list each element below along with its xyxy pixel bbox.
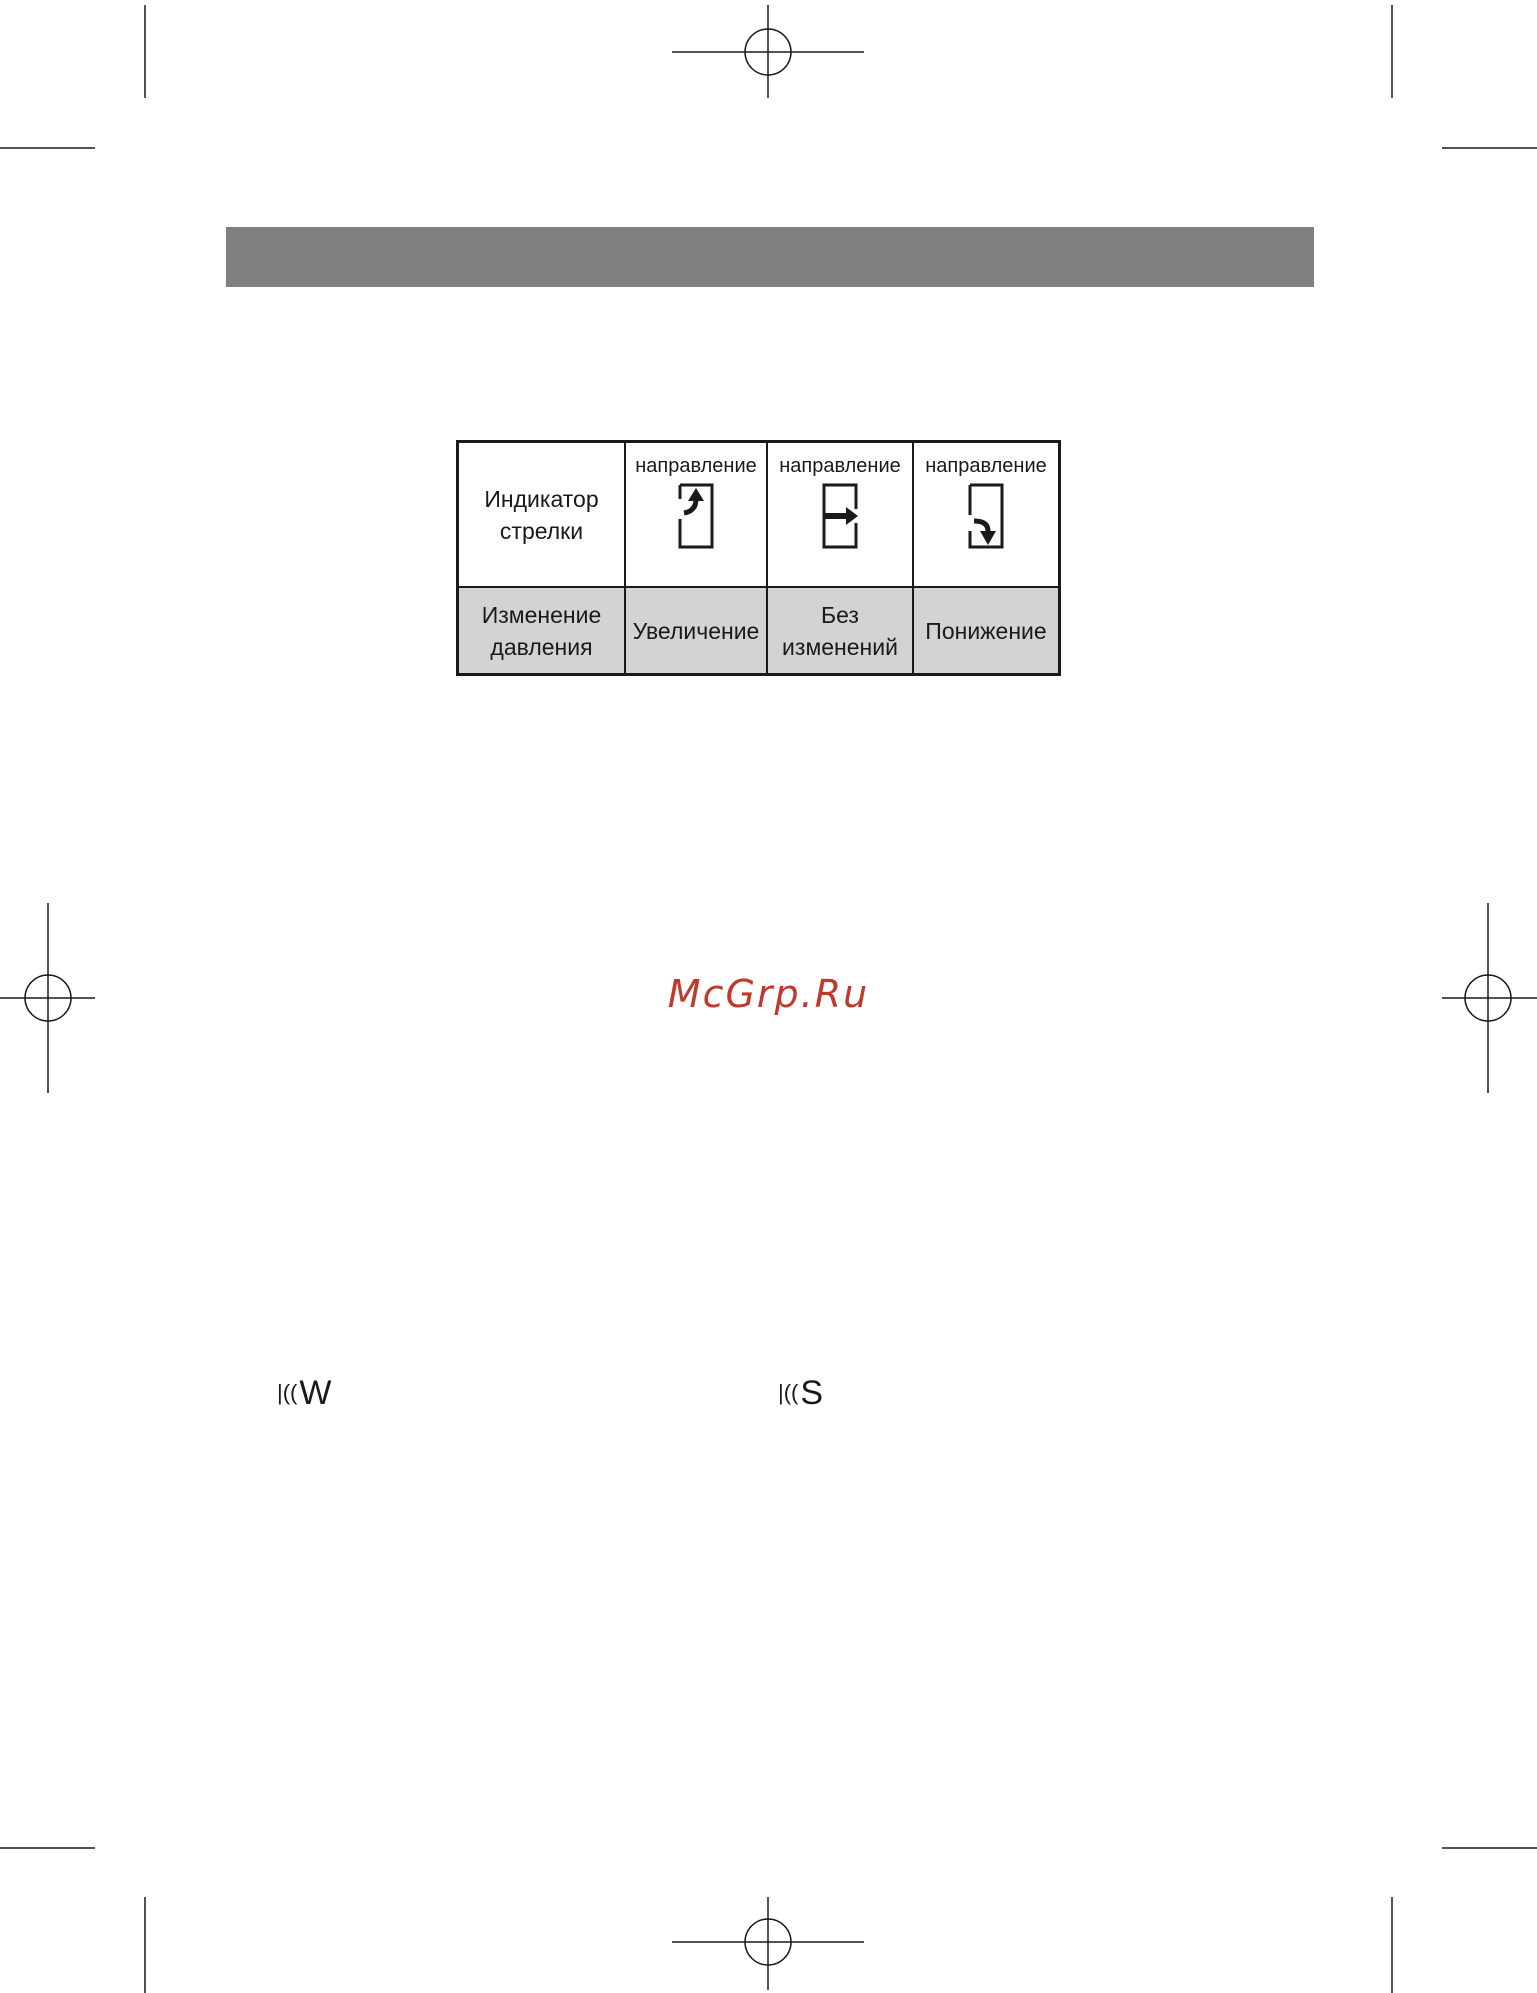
direction-label: направление [779, 455, 901, 477]
arrow-up-icon [676, 483, 716, 549]
watermark: McGrp.Ru [667, 972, 870, 1016]
symbol-w-letter: W [299, 1374, 332, 1412]
pressure-trend-table [456, 440, 1061, 676]
table-row2-header-cell [459, 588, 626, 673]
wave-icon: |(( [778, 1380, 799, 1405]
table-value-cell [768, 588, 914, 673]
table-row2-header: Изменение давления [481, 601, 602, 660]
symbol-w [277, 1374, 331, 1413]
table-row1-header-cell [459, 443, 626, 588]
table-icon-cell-right [768, 443, 914, 588]
section-header-bar [226, 227, 1314, 287]
trend-decrease-label: Понижение [925, 617, 1047, 644]
trend-steady-label: Без изменений [782, 601, 898, 660]
arrow-right-icon [820, 483, 860, 549]
table-icon-cell-down [914, 443, 1058, 588]
table-value-cell [914, 588, 1058, 673]
table-value-cell [626, 588, 768, 673]
table-row1-header: Индикатор стрелки [484, 485, 599, 544]
symbol-s-letter: S [800, 1374, 824, 1412]
trend-increase-label: Увеличение [632, 617, 760, 644]
symbol-s [778, 1374, 823, 1413]
wave-icon: |(( [277, 1380, 298, 1405]
table-icon-cell-up [626, 443, 768, 588]
direction-label: направление [635, 455, 757, 477]
arrow-down-icon [966, 483, 1006, 549]
direction-label: направление [925, 455, 1047, 477]
